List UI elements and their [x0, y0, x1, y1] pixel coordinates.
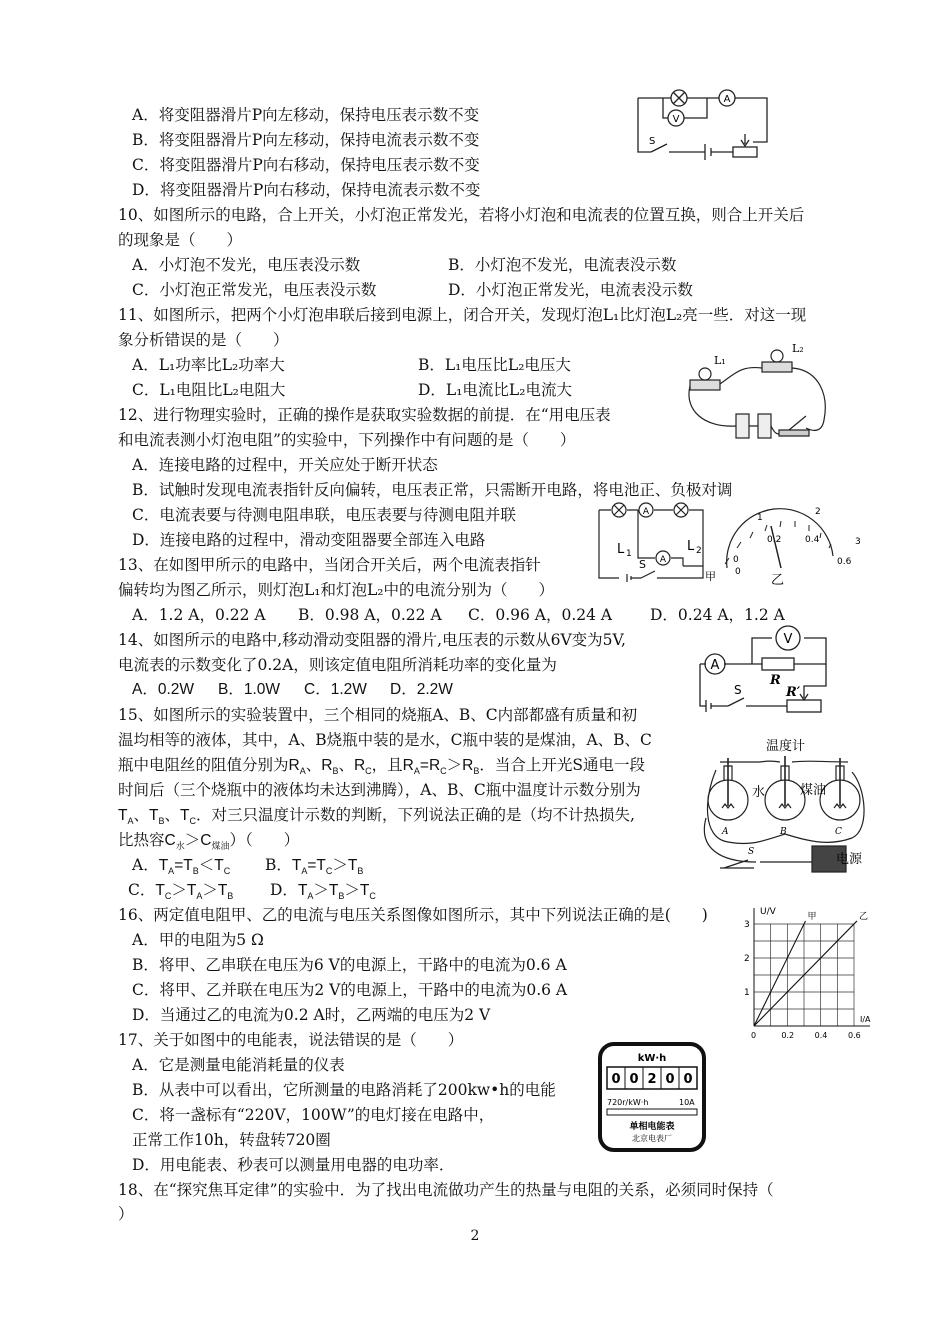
- q13-option-c: C．0.96 A，0.24 A: [468, 606, 613, 624]
- q14-switch-label: S: [734, 683, 742, 697]
- q11-bulbs-figure: [684, 340, 834, 445]
- q14-rp-label: R′: [786, 685, 801, 700]
- q14-stem-line2: 电流表的示数变化了0.2A，则该定值电阻所消耗功率的变化量为: [118, 656, 557, 674]
- q17-meter-digit-3: 2: [647, 1072, 657, 1087]
- q13-l2-label: L: [687, 539, 695, 554]
- q11-option-b: B．L₁电压比L₂电压大: [418, 356, 571, 374]
- q11-l2-label: L₂: [792, 342, 804, 355]
- q13-scale-bottom-1: 0.2: [767, 535, 782, 545]
- q9-option-b: B．将变阻器滑片P向左移动，保持电流表示数不变: [132, 131, 480, 149]
- q13-l1-label: L: [617, 542, 625, 557]
- q15-flask-b-label: B: [780, 827, 787, 837]
- q13-scale-top-3: 3: [855, 537, 861, 547]
- y-axis-label: U/V: [760, 907, 776, 917]
- q11-option-d: D．L₁电流比L₂电流大: [418, 381, 572, 399]
- q17-energy-meter: [597, 1041, 707, 1153]
- q9-option-d: D．将变阻器滑片P向右移动，保持电流表示数不变: [132, 181, 481, 199]
- q12-option-c: C．电流表要与待测电阻串联，电压表要与待测电阻并联: [132, 506, 516, 524]
- y-tick-label: 1: [744, 988, 750, 998]
- q9-voltmeter-label: V: [672, 114, 680, 125]
- series-line-yi: [754, 921, 857, 1026]
- q17-option-c-line2: 正常工作10h，转盘转720圈: [132, 1131, 331, 1149]
- x-tick-label: 0.2: [781, 1031, 795, 1040]
- q10-option-b: B．小灯泡不发光，电流表没示数: [448, 256, 677, 274]
- q17-meter-digit-4: 0: [665, 1072, 675, 1087]
- q13-stem-line1: 13、在如图甲所示的电路中，当闭合开关后，两个电流表指针: [118, 556, 541, 574]
- q14-r-label: R: [770, 673, 781, 688]
- page-number: 2: [470, 1228, 480, 1244]
- q14-ammeter-label: A: [710, 658, 720, 673]
- q13-ammeter1-label: A: [642, 507, 650, 517]
- q12-option-d: D．连接电路的过程中，滑动变阻器要全部连入电路: [132, 531, 486, 549]
- q17-meter-digit-5: 0: [683, 1072, 693, 1087]
- q9-option-c: C．将变阻器滑片P向右移动，保持电压表示数不变: [132, 156, 480, 174]
- q13-circuit-figure: [593, 498, 878, 588]
- q11-l1-label: L₁: [714, 354, 726, 367]
- q13-scale-bottom-2: 0.4: [805, 535, 820, 545]
- q17-option-b: B．从表中可以看出，它所测量的电路消耗了200kw•h的电能: [132, 1081, 556, 1099]
- y-tick-label: 3: [744, 920, 750, 930]
- q17-meter-name: 单相电能表: [629, 1122, 675, 1132]
- q15-power-label: 电源: [836, 852, 863, 867]
- q17-meter-digit-1: 0: [611, 1072, 621, 1087]
- q13-scale-bottom-3: 0.6: [837, 557, 852, 567]
- q16-stem: 16、两定值电阻甲、乙的电流与电压关系图像如图所示，其中下列说法正确的是( ): [118, 906, 708, 924]
- q13-l1-sub: 1: [626, 549, 632, 559]
- q17-meter-unit: kW·h: [637, 1053, 667, 1064]
- y-tick-label: 2: [744, 954, 750, 964]
- q10-option-d: D．小灯泡正常发光，电流表没示数: [448, 281, 693, 299]
- q15-flask-a-label: A: [722, 827, 729, 837]
- q18-stem-line2: ）: [118, 1205, 134, 1223]
- q17-meter-current: 10A: [679, 1098, 695, 1107]
- q16-option-d: D．当通过乙的电流为0.2 A时，乙两端的电压为2 V: [132, 1006, 491, 1024]
- q15-option-b: B．$T_A=T_C>T_B$: [265, 856, 364, 877]
- q17-meter-maker: 北京电表厂: [632, 1134, 672, 1143]
- q17-meter-digit-2: 0: [629, 1072, 639, 1087]
- q11-stem-line1: 11、如图所示，把两个小灯泡串联后接到电源上，闭合开关，发现灯泡L₁比灯泡L₂亮一些．对这一现: [118, 306, 807, 324]
- q14-option-a: A．0.2W: [132, 681, 195, 698]
- q15-stem-line4: 时间后（三个烧瓶中的液体均未达到沸腾），A、B、C瓶中温度计示数分别为: [118, 781, 641, 799]
- q12-stem-line1: 12、进行物理实验时，正确的操作是获取实验数据的前提．在“用电压表: [118, 406, 611, 424]
- q10-stem-line2: 的现象是（ ）: [118, 231, 243, 249]
- q12-option-b: B．试触时发现电流表指针反向偏转，电压表正常，只需断开电路，将电池正、负极对调: [132, 481, 733, 499]
- q14-option-c: C．1.2W: [304, 681, 367, 698]
- x-tick-label: 0.6: [848, 1031, 861, 1040]
- q10-stem-line1: 10、如图所示的电路，合上开关，小灯泡正常发光，若将小灯泡和电流表的位置互换，则合上开关后: [118, 206, 805, 224]
- q9-ammeter-label: A: [723, 94, 731, 105]
- q14-option-d: D．2.2W: [390, 681, 453, 698]
- q13-option-a: A．1.2 A，0.22 A: [132, 606, 266, 624]
- q17-option-d: D．用电能表、秒表可以测量用电器的电功率．: [132, 1156, 455, 1174]
- q16-option-b: B．将甲、乙串联在电压为6 V的电源上，干路中的电流为0.6 A: [132, 956, 567, 974]
- q9-option-a: A．将变阻器滑片P向左移动，保持电压表示数不变: [132, 106, 480, 124]
- q14-stem-line1: 14、如图所示的电路中,移动滑动变阻器的滑片,电压表的示数从6V变为5V,: [118, 631, 626, 649]
- q15-stem-line1: 15、如图所示的实验装置中，三个相同的烧瓶A、B、C内部都盛有质量和初: [118, 706, 638, 724]
- q14-circuit-figure: [692, 624, 837, 716]
- q13-yi-label: 乙: [771, 573, 785, 588]
- q15-kerosene-label: 煤油: [800, 783, 827, 798]
- q13-ammeter2-label: A: [659, 555, 667, 565]
- q11-option-a: A．L₁功率比L₂功率大: [132, 356, 285, 374]
- q16-iu-chart: [740, 900, 885, 1040]
- q15-stem-line3: 瓶中电阻丝的阻值分别为$R_A$、$R_B$、$R_C$，且$R_A=R_C>R_B$．当合上开光S通电一段: [118, 756, 645, 777]
- x-axis-label: I/A: [860, 1015, 871, 1024]
- q13-scale-bottom-0: 0: [735, 567, 741, 577]
- q14-voltmeter-label: V: [783, 632, 793, 647]
- q16-option-a: A．甲的电阻为5 Ω: [132, 931, 264, 949]
- x-tick-label: 0: [751, 1031, 757, 1040]
- q15-option-d: D．$T_A>T_B>T_C$: [270, 881, 376, 902]
- q13-option-d: D．0.24 A，1.2 A: [650, 606, 785, 624]
- q13-scale-top-1: 1: [757, 513, 763, 523]
- q13-switch-label: S: [639, 558, 646, 571]
- q17-option-a: A．它是测量电能消耗量的仪表: [132, 1056, 345, 1074]
- q15-apparatus-figure: [700, 738, 870, 878]
- q17-option-c-line1: C．将一盏标有“220V，100W”的电灯接在电路中，: [132, 1106, 495, 1124]
- q15-thermometer-label: 温度计: [766, 739, 806, 754]
- q17-stem: 17、关于如图中的电能表，说法错误的是（ ）: [118, 1031, 464, 1049]
- q10-option-c: C．小灯泡正常发光，电压表没示数: [132, 281, 377, 299]
- q15-flask-c-label: C: [835, 827, 842, 837]
- q15-option-c: C．$T_C>T_A>T_B$: [128, 881, 234, 902]
- q16-option-c: C．将甲、乙并联在电压为2 V的电源上，干路中的电流为0.6 A: [132, 981, 568, 999]
- q12-stem-line2: 和电流表测小灯泡电阻”的实验中，下列操作中有问题的是（ ）: [118, 431, 576, 449]
- q13-jia-label: 甲: [705, 570, 716, 583]
- q13-l2-sub: 2: [696, 546, 702, 556]
- q15-stem-line5: $T_A$、$T_B$、$T_C$．对三只温度计示数的判断，下列说法正确的是（均不计热损失,: [118, 806, 635, 827]
- series-label-jia: 甲: [807, 911, 817, 922]
- x-tick-label: 0.4: [814, 1031, 828, 1040]
- q13-scale-top-2: 2: [815, 507, 821, 517]
- q13-stem-line2: 偏转均为图乙所示，则灯泡L₁和灯泡L₂中的电流分别为（ ）: [118, 581, 555, 599]
- q15-switch-label: S: [748, 847, 755, 857]
- q9-circuit-figure: [633, 86, 773, 166]
- q9-switch-label: S: [649, 136, 656, 147]
- q11-option-c: C．L₁电阻比L₂电阻大: [132, 381, 286, 399]
- q17-meter-rate: 720r/kW·h: [607, 1098, 649, 1107]
- q15-option-a: A．$T_A=T_B<T_C$: [132, 856, 231, 877]
- q10-option-a: A．小灯泡不发光，电压表没示数: [132, 256, 361, 274]
- series-label-yi: 乙: [859, 911, 869, 922]
- q11-stem-line2: 象分析错误的是（ ）: [118, 331, 289, 349]
- q14-option-b: B．1.0W: [218, 681, 281, 698]
- q15-stem-line6: 比热容$C_水>C_{煤油}$）（ ）: [118, 831, 300, 853]
- q13-scale-top-0: 0: [733, 555, 739, 565]
- q15-water-label: 水: [752, 785, 766, 800]
- q18-stem-line1: 18、在“探究焦耳定律”的实验中．为了找出电流做功产生的热量与电阻的关系，必须同时保持（: [118, 1181, 774, 1199]
- q13-option-b: B．0.98 A，0.22 A: [298, 606, 442, 624]
- q12-option-a: A．连接电路的过程中，开关应处于断开状态: [132, 456, 438, 474]
- q15-stem-line2: 温均相等的液体，其中，A、B烧瓶中装的是水，C瓶中装的是煤油，A、B、C: [118, 731, 652, 749]
- series-line-jia: [754, 921, 806, 1026]
